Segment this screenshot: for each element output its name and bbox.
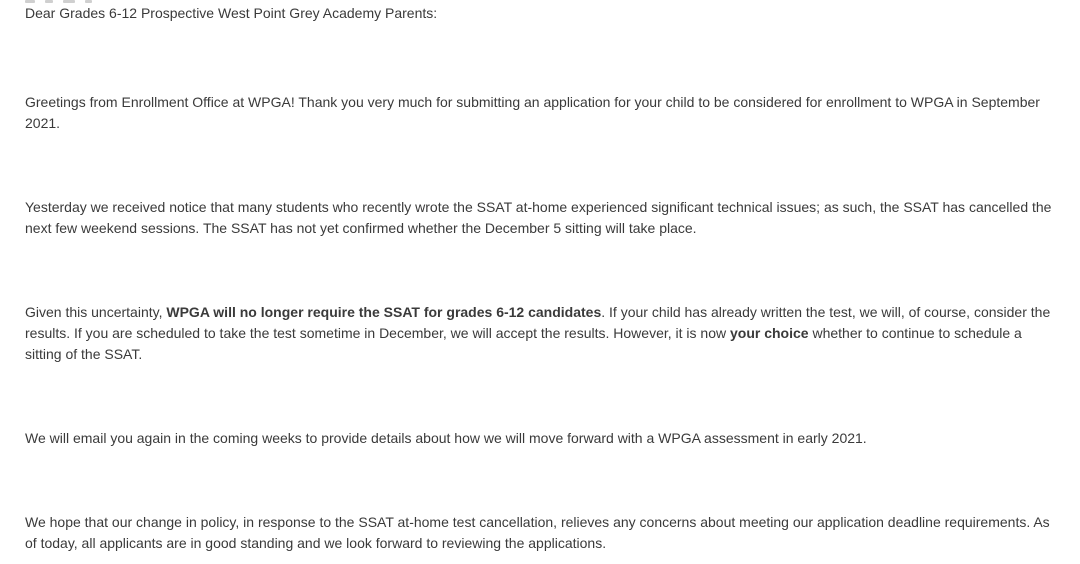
letter-salutation [25, 3, 1058, 24]
paragraph-text: Yesterday we received notice that many students who recently wrote the SSAT at-home experienced significant technical issues; as such, the SSAT has cancelled the next few weekend sessions. The SSAT has not yet confirmed whether the December 5 sitting will take place. [25, 199, 1052, 236]
emphasized-text: your choice [729, 325, 809, 341]
clipped-text-fragment [25, 0, 92, 3]
letter-paragraph [25, 428, 1058, 449]
paragraph-text: We will email you again in the coming weeks to provide details about how we will move forward with a WPGA assessment in early 2021. [25, 430, 867, 446]
letter-paragraph [25, 302, 1058, 365]
paragraph-text: We hope that our change in policy, in response to the SSAT at-home test cancellation, relieves any concerns about meeting our application deadline requirements. As of today, all applicants are in good standing and we look forward to reviewing the applications. [25, 514, 1050, 551]
paragraph-text: whether to continue to schedule a sitting of the SSAT. [25, 325, 1022, 362]
paragraph-text: . If your child has already written the test, we will, of course, consider the results. If you are scheduled to take the test sometime in December, we will accept the results. However, it is now [25, 304, 1051, 341]
paragraph-text: Given this uncertainty, [25, 304, 167, 320]
letter-body [25, 3, 1058, 554]
paragraph-text: Dear Grades 6-12 Prospective West Point Grey Academy Parents: [25, 5, 438, 21]
paragraph-text: Greetings from Enrollment Office at WPGA! Thank you very much for submitting an application for your child to be considered for enrollment to WPGA in September 2021. [25, 94, 1040, 131]
letter-paragraph [25, 512, 1058, 554]
letter-paragraph [25, 92, 1058, 134]
letter-paragraph [25, 197, 1058, 239]
emphasized-text: WPGA will no longer require the SSAT for grades 6-12 candidates [166, 304, 602, 320]
